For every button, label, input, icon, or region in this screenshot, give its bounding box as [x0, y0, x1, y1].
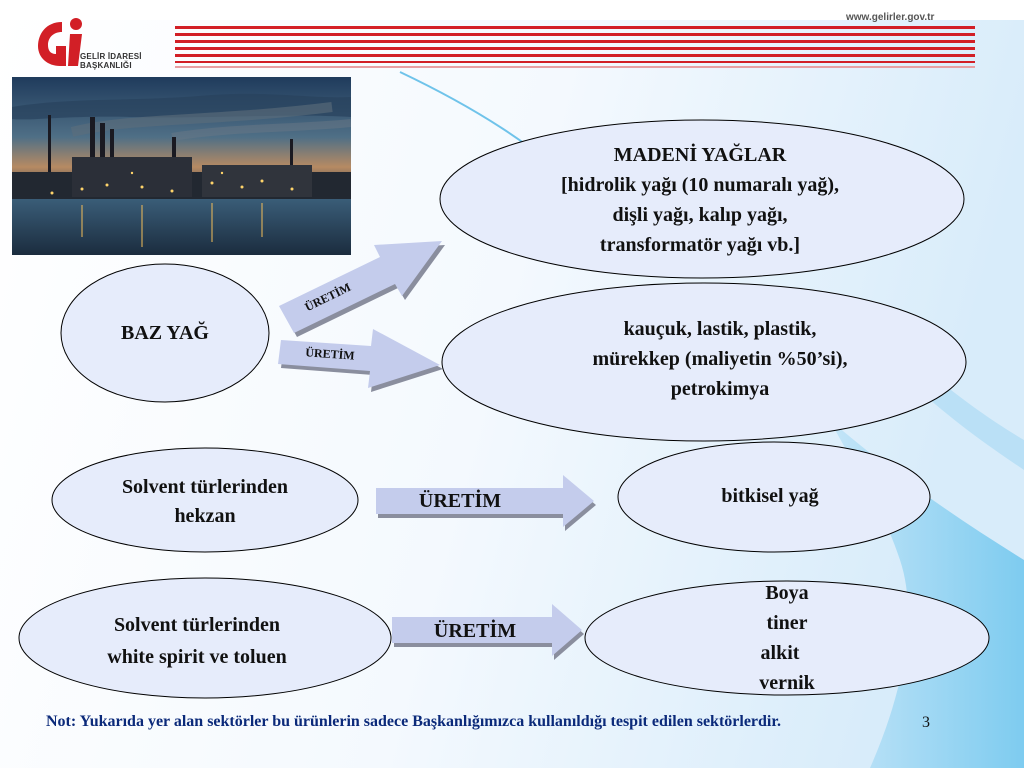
boya-line4: vernik — [759, 672, 815, 694]
madeni-line2: [hidrolik yağı (10 numaralı yağ), — [561, 174, 839, 196]
footnote: Not: Yukarıda yer alan sektörler bu ürünlerin sadece Başkanlığımızca kullanıldığı tespit edilen sektörlerdir. — [46, 713, 782, 730]
uretim-label-1: ÜRETİM — [302, 279, 354, 315]
page-number: 3 — [922, 714, 930, 731]
kaucuk-line3: petrokimya — [670, 378, 770, 400]
boya-line1: Boya — [765, 582, 809, 604]
hekzan-text — [70, 473, 340, 531]
boya-line3: alkit — [760, 642, 800, 664]
kaucuk-line2: mürekkep (maliyetin %50’si), — [592, 348, 848, 370]
uretim-label-4: ÜRETİM — [433, 620, 517, 642]
madeni-line1: MADENİ YAĞLAR — [613, 144, 787, 166]
uretim-label-3: ÜRETİM — [418, 490, 502, 512]
bitkisel-yag-label: bitkisel yağ — [721, 485, 819, 507]
header-url[interactable]: www.gelirler.gov.tr — [846, 12, 935, 23]
uretim-label-2: ÜRETİM — [304, 345, 356, 363]
white-spirit-line2: white spirit ve toluen — [107, 646, 287, 668]
baz-yag-label: BAZ YAĞ — [121, 322, 209, 344]
madeni-line4: transformatör yağı vb.] — [599, 234, 801, 256]
madeni-yaglar-text — [500, 140, 900, 260]
hekzan-line2: hekzan — [174, 505, 236, 527]
org-line1: GELİR İDARESİ — [80, 52, 142, 61]
white-spirit-text — [62, 609, 332, 673]
white-spirit-line1: Solvent türlerinden — [113, 614, 281, 636]
kaucuk-line1: kauçuk, lastik, plastik, — [623, 318, 817, 340]
kaucuk-text — [520, 314, 920, 404]
madeni-line3: dişli yağı, kalıp yağı, — [612, 204, 788, 226]
hekzan-line1: Solvent türlerinden — [121, 476, 289, 498]
org-line2: BAŞKANLIĞI — [80, 61, 132, 70]
boya-text — [732, 578, 842, 698]
boya-line2: tiner — [766, 612, 808, 634]
